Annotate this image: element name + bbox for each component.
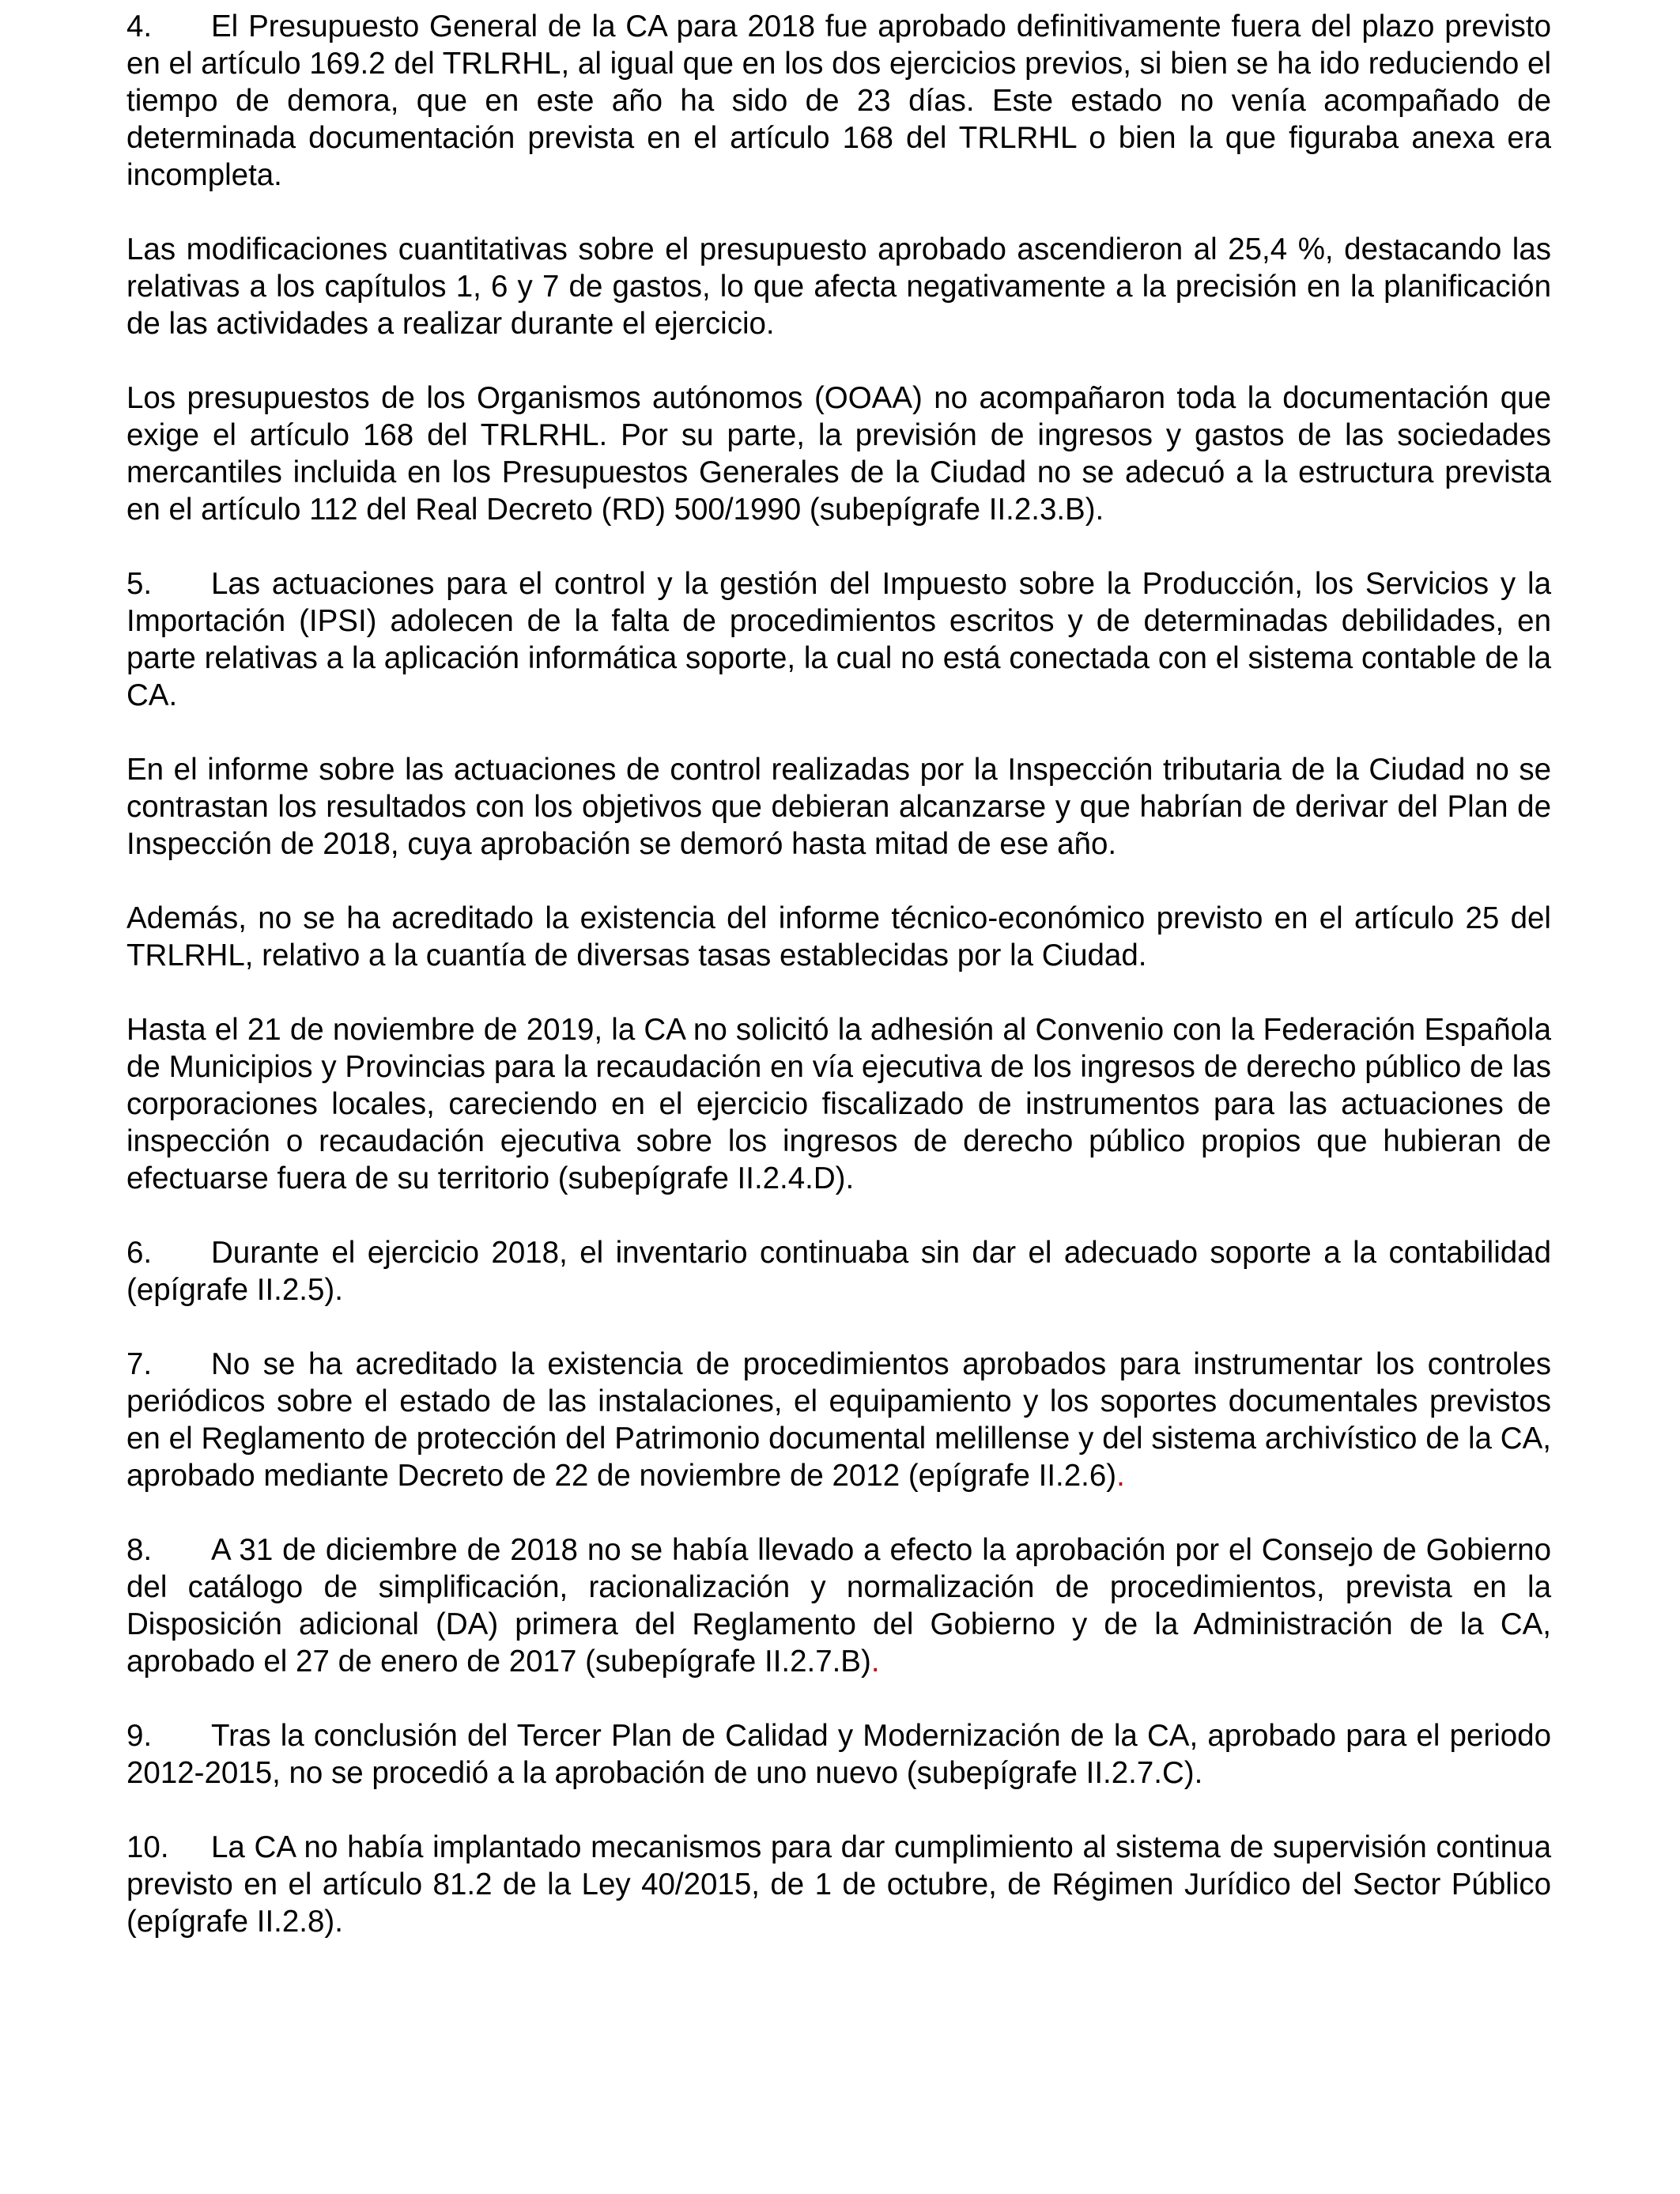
red-period-mark: . [1116, 1459, 1125, 1493]
paragraph-text: Tras la conclusión del Tercer Plan de Calidad y Modernización de la CA, aprobado para el periodo 2012-2015, no se procedió a la aprobación de uno nuevo (subepígrafe II.2.7.C). [126, 1719, 1551, 1790]
paragraph-text: La CA no había implantado mecanismos para dar cumplimiento al sistema de supervisión continua previsto en el artículo 81.2 de la Ley 40/2015, de 1 de octubre, de Régimen Jurídico del Sector Público (epígrafe II.2.8). [126, 1830, 1551, 1939]
paragraph-text: Las actuaciones para el control y la gestión del Impuesto sobre la Producción, los Servicios y la Importación (IPSI) adolecen de la falta de procedimientos escritos y de determinadas debilidades, en parte relativas a la aplicación informática soporte, la cual no está conectada con el sistema contable de la CA. [126, 567, 1551, 712]
red-period-mark: . [870, 1645, 880, 1679]
finding-10-paragraph [126, 1829, 1551, 1940]
paragraph-text: En el informe sobre las actuaciones de control realizadas por la Inspección tributaria de la Ciudad no se contrastan los resultados con los objetivos que debieran alcanzarse y que habrían de derivar del Plan de Inspección de 2018, cuya aprobación se demoró hasta mitad de ese año. [126, 753, 1551, 861]
paragraph-text: Los presupuestos de los Organismos autónomos (OOAA) no acompañaron toda la documentación que exige el artículo 168 del TRLRHL. Por su parte, la previsión de ingresos y gastos de las sociedades mercantiles incluida en los Presupuestos Generales de la Ciudad no se adecuó a la estructura prevista en el artículo 112 del Real Decreto (RD) 500/1990 (subepígrafe II.2.3.B). [126, 381, 1551, 527]
finding-number: 7. [126, 1347, 153, 1381]
finding-number: 6. [126, 1236, 153, 1270]
finding-number: 4. [126, 9, 153, 43]
finding-5-paragraph [126, 565, 1551, 714]
finding-7-paragraph [126, 1346, 1551, 1494]
ooaa-budgets-paragraph [126, 380, 1551, 528]
document-page [126, 8, 1551, 1977]
finding-8-paragraph [126, 1531, 1551, 1680]
paragraph-text: Además, no se ha acreditado la existencia del informe técnico-económico previsto en el artículo 25 del TRLRHL, relativo a la cuantía de diversas tasas establecidas por la Ciudad. [126, 901, 1551, 972]
budget-modifications-paragraph [126, 231, 1551, 342]
tax-inspection-paragraph [126, 751, 1551, 863]
finding-number: 8. [126, 1533, 153, 1567]
finding-9-paragraph [126, 1717, 1551, 1792]
economic-report-paragraph [126, 900, 1551, 974]
paragraph-text: A 31 de diciembre de 2018 no se había llevado a efecto la aprobación por el Consejo de Gobierno del catálogo de simplificación, racionalización y normalización de procedimientos, prevista en la Disposición adicional (DA) primera del Reglamento del Gobierno y de la Administración de la CA, aprobado el 27 de enero de 2017 (subepígrafe II.2.7.B) [126, 1533, 1551, 1679]
paragraph-text: No se ha acreditado la existencia de procedimientos aprobados para instrumentar los controles periódicos sobre el estado de las instalaciones, el equipamiento y los soportes documentales previstos en el Reglamento de protección del Patrimonio documental melillense y del sistema archivístico de la CA, aprobado mediante Decreto de 22 de noviembre de 2012 (epígrafe II.2.6) [126, 1347, 1551, 1493]
fempa-agreement-paragraph [126, 1011, 1551, 1197]
finding-number: 10. [126, 1830, 169, 1864]
paragraph-text: Durante el ejercicio 2018, el inventario continuaba sin dar el adecuado soporte a la contabilidad (epígrafe II.2.5). [126, 1236, 1551, 1307]
finding-6-paragraph [126, 1234, 1551, 1308]
finding-number: 5. [126, 567, 153, 601]
finding-4-paragraph [126, 8, 1551, 194]
paragraph-text: Las modificaciones cuantitativas sobre el presupuesto aprobado ascendieron al 25,4 %, destacando las relativas a los capítulos 1, 6 y 7 de gastos, lo que afecta negativamente a la precisión en la planificación de las actividades a realizar durante el ejercicio. [126, 232, 1551, 341]
paragraph-text: Hasta el 21 de noviembre de 2019, la CA no solicitó la adhesión al Convenio con la Federación Española de Municipios y Provincias para la recaudación en vía ejecutiva de los ingresos de derecho público de las corporaciones locales, careciendo en el ejercicio fiscalizado de instrumentos para las actuaciones de inspección o recaudación ejecutiva sobre los ingresos de derecho público propios que hubieran de efectuarse fuera de su territorio (subepígrafe II.2.4.D). [126, 1013, 1551, 1195]
paragraph-text: El Presupuesto General de la CA para 2018 fue aprobado definitivamente fuera del plazo previsto en el artículo 169.2 del TRLRHL, al igual que en los dos ejercicios previos, si bien se ha ido reduciendo el tiempo de demora, que en este año ha sido de 23 días. Este estado no venía acompañado de determinada documentación prevista en el artículo 168 del TRLRHL o bien la que figuraba anexa era incompleta. [126, 9, 1551, 192]
finding-number: 9. [126, 1719, 153, 1753]
